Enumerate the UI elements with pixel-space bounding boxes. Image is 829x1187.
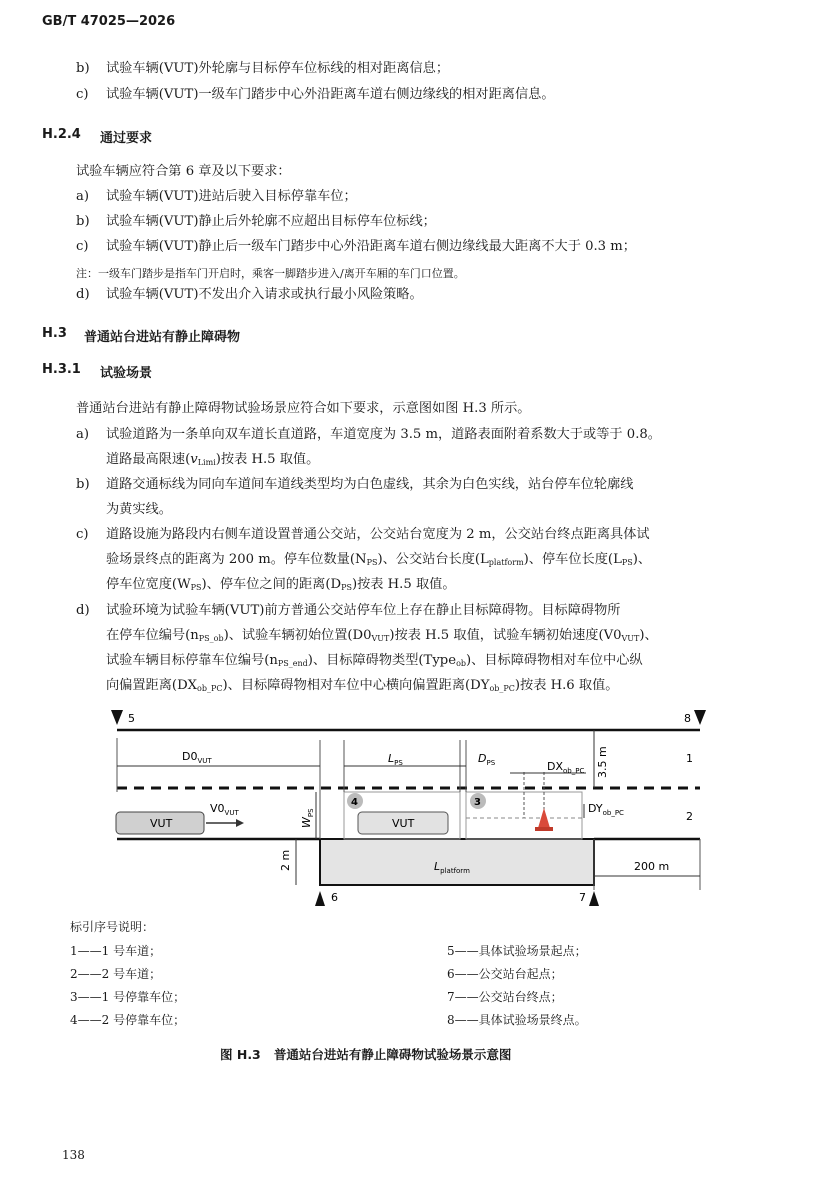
list-item-text: 向偏置距离$(DX_{ob\_PC})$、目标障碍物相对车位中心横向偏置距离$(DY_{ob\_PC})$按表 H.6 取值。 xyxy=(106,678,619,693)
list-item-text: 道路设施为路段内右侧车道设置普通公交站，公交站台宽度为 2 m，公交站台终点距离具体试 xyxy=(106,527,650,542)
dps-label: $D_{PS}$ xyxy=(478,752,496,767)
list-marker: d) xyxy=(76,603,90,618)
list-marker: a) xyxy=(76,189,90,204)
list-marker: b) xyxy=(76,214,90,229)
list-marker: c) xyxy=(76,527,89,542)
legend-item: 6——公交站台起点； xyxy=(447,967,563,981)
lane-width-label: 3.5 m xyxy=(596,746,609,778)
scene-start-marker-icon xyxy=(111,710,123,725)
scene-diagram xyxy=(0,700,829,910)
bus-label: VUT xyxy=(392,817,415,830)
bus-platform xyxy=(320,839,594,885)
legend-item: 8——具体试验场景终点。 xyxy=(447,1013,587,1027)
dx-label: $DX_{ob\_PC}$ xyxy=(547,760,585,775)
platform-start-marker-icon xyxy=(315,891,325,906)
legend-item: 1——1 号车道； xyxy=(70,944,162,958)
section-title: 试验场景 xyxy=(100,366,153,381)
list-marker: b) xyxy=(76,61,90,76)
v0-arrowhead xyxy=(236,819,244,827)
list-item-text: 试验车辆(VUT)静止后一级车门踏步中心外沿距离车道右侧边缘线最大距离不大于 0.3 m； xyxy=(106,239,636,254)
legend-title: 标引序号说明： xyxy=(70,920,155,934)
dy-label: $DY_{ob\_PC}$ xyxy=(588,802,624,817)
section-number: H.2.4 xyxy=(42,127,81,142)
section-title: 普通站台进站有静止障碍物 xyxy=(84,330,241,345)
legend-item: 5——具体试验场景起点； xyxy=(447,944,587,958)
list-item-text: 试验车辆(VUT)一级车门踏步中心外沿距离车道右侧边缘线的相对距离信息。 xyxy=(106,87,555,102)
v0-label: $V0_{VUT}$ xyxy=(210,802,239,817)
lps-label: $L_{PS}$ xyxy=(388,752,403,767)
platform-end-marker-number: 7 xyxy=(579,891,586,904)
section-number: H.3 xyxy=(42,326,67,341)
platform-width-label: 2 m xyxy=(279,849,292,871)
doc-code: GB/T 47025—2026 xyxy=(42,14,176,29)
slot-number: 3 xyxy=(474,797,481,808)
list-item-text: 试验车辆(VUT)进站后驶入目标停靠车位； xyxy=(106,189,357,204)
list-item-text: 试验车辆(VUT)外轮廓与目标停车位标线的相对距离信息； xyxy=(106,61,450,76)
d0-label: $D0_{VUT}$ xyxy=(182,750,212,765)
platform-end-marker-icon xyxy=(589,891,599,906)
list-item-text: 道路交通标线为同向车道间车道线类型均为白色虚线，其余为白色实线，站台停车位轮廓线 xyxy=(106,477,634,492)
vut-label: VUT xyxy=(150,817,173,830)
scene-end-marker-number: 8 xyxy=(684,712,691,725)
list-item-text: 试验车辆(VUT)不发出介入请求或执行最小风险策略。 xyxy=(106,287,423,302)
list-item-text: 试验车辆(VUT)静止后外轮廓不应超出目标停车位标线； xyxy=(106,214,436,229)
slot-number: 4 xyxy=(351,797,358,808)
list-item-text: 验场景终点的距离为 200 m。停车位数量$(N_{PS})$、公交站台长度$(L_{platform})$、停车位长度$(L_{PS})$、 xyxy=(106,552,652,567)
list-item-text: 停车位宽度$(W_{PS})$、停车位之间的距离$(D_{PS})$按表 H.5 取值。 xyxy=(106,577,456,592)
list-marker: c) xyxy=(76,87,89,102)
list-item-text: 道路最高限速$(v_{Limi})$按表 H.5 取值。 xyxy=(106,452,320,467)
legend-item: 7——公交站台终点； xyxy=(447,990,563,1004)
lane-number: 1 xyxy=(686,752,693,765)
figure-caption: 图 H.3 普通站台进站有静止障碍物试验场景示意图 xyxy=(220,1047,512,1062)
legend-item: 3——1 号停靠车位； xyxy=(70,990,186,1004)
list-item-text: 为黄实线。 xyxy=(106,502,172,517)
end-distance-label: 200 m xyxy=(634,860,670,873)
platform-length-label: $L_{platform}$ xyxy=(434,860,470,875)
list-item-text: 试验车辆目标停靠车位编号$(n_{PS\_end})$、目标障碍物类型(Type$_{ob}$)、目标障碍物相对车位中心纵 xyxy=(106,653,643,668)
legend-item: 2——2 号车道； xyxy=(70,967,162,981)
lane-number: 2 xyxy=(686,810,693,823)
paragraph: 试验车辆应符合第 6 章及以下要求： xyxy=(76,164,291,179)
scene-start-marker-number: 5 xyxy=(128,712,135,725)
platform-start-marker-number: 6 xyxy=(331,891,338,904)
list-item-text: 试验环境为试验车辆(VUT)前方普通公交站停车位上存在静止目标障碍物。目标障碍物所 xyxy=(106,603,621,618)
section-number: H.3.1 xyxy=(42,362,81,377)
list-marker: b) xyxy=(76,477,90,492)
list-item-text: 试验道路为一条单向双车道长直道路，车道宽度为 3.5 m，道路表面附着系数大于或等于 0.8。 xyxy=(106,427,661,442)
list-item-text: 在停车位编号$(n_{PS\_ob})$、试验车辆初始位置$(D0_{VUT})$按表 H.5 取值，试验车辆初始速度$(V0_{VUT})$、 xyxy=(106,628,658,643)
paragraph: 普通站台进站有静止障碍物试验场景应符合如下要求，示意图如图 H.3 所示。 xyxy=(76,401,531,416)
section-title: 通过要求 xyxy=(100,131,153,146)
list-marker: c) xyxy=(76,239,89,254)
legend-item: 4——2 号停靠车位； xyxy=(70,1013,186,1027)
traffic-cone-base xyxy=(535,827,553,831)
wps-label: $W_{PS}$ xyxy=(300,808,315,828)
scene-end-marker-icon xyxy=(694,710,706,725)
page-number: 138 xyxy=(62,1148,85,1162)
list-marker: a) xyxy=(76,427,90,442)
list-marker: d) xyxy=(76,287,90,302)
note: 注：一级车门踏步是指车门开启时，乘客一脚踏步进入/离开车厢的车门口位置。 xyxy=(76,267,465,280)
